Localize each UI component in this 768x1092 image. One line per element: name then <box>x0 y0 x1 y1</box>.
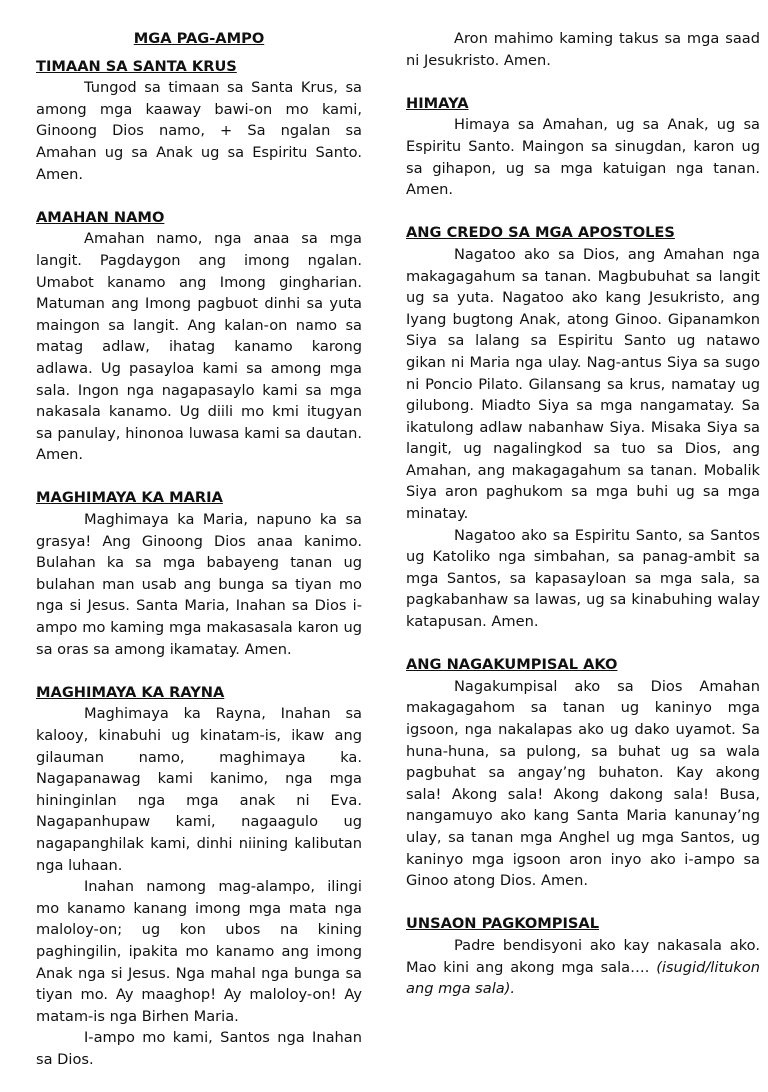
section-heading: MAGHIMAYA KA MARIA <box>36 489 223 507</box>
section-paragraph: Maghimaya ka Rayna, Inahan sa kalooy, kinabuhi ug kinatam-is, ikaw ang gilauman namo, maghimaya ka. Nagapanawag kami kanimo, nga mga hininginlan nga mga anak ni Eva. Nagapanhupaw kami, nagaagulo ug nagapanghilak kami, dinhi niining kalibutan nga luhaan. <box>36 705 362 874</box>
italic-instruction: (isugid/litukon ang mga sala). <box>406 958 760 998</box>
section-credo <box>406 222 760 632</box>
section-paragraph: Nagakumpisal ako sa Dios Amahan makagagahom sa tanan ug kaninyo mga igsoon, nga nakalapas ako ug dako uyamot. Sa huna-huna, sa pulong, sa buhat ug sa wala pagbuhat sa angay’ng buhaton. Kay akong sala! Akong sala! Akong dakong sala! Busa, nangamuyo ako kang Santa Maria kanunay’ng ulay, sa tanan mga Anghel ug mga Santos, ug kaninyo mga igsoon aron inyo ako i-ampo sa Ginoo atong Dios. Amen. <box>406 677 760 890</box>
page-title: MGA PAG-AMPO <box>133 30 265 47</box>
section-paragraph: Tungod sa timaan sa Santa Krus, sa among mga kaaway bawi-on mo kami, Ginoong Dios namo, + Sa ngalan sa Amahan ug sa Anak ug sa Espiritu Santo. Amen. <box>36 79 362 183</box>
section-amahan-namo <box>36 207 362 466</box>
section-maghimaya-ka-rayna <box>36 682 362 1071</box>
section-maghimaya-ka-maria <box>36 487 362 660</box>
left-column <box>36 28 362 1092</box>
section-heading: MAGHIMAYA KA RAYNA <box>36 683 225 701</box>
section-paragraph: I-ampo mo kami, Santos nga Inahan sa Dios. <box>36 1029 362 1068</box>
section-paragraph: Maghimaya ka Maria, napuno ka sa grasya! Ang Ginoong Dios anaa kanimo. Bulahan ka sa mga babayeng tanan ug bulahan man usab ang bunga sa tiyan mo nga si Jesus. Santa Maria, Inahan sa Dios i-ampo mo kaming mga makasasala karon ug sa oras sa among ikamatay. Amen. <box>36 511 362 658</box>
right-column <box>406 28 760 1021</box>
section-paragraph <box>406 935 760 1000</box>
section-heading: ANG CREDO SA MGA APOSTOLES <box>406 224 675 242</box>
paragraph-text: Padre bendisyoni ako kay nakasala ako. Mao kini ang akong mga sala…. <box>406 936 760 976</box>
section-timaan <box>36 56 362 186</box>
section-continuation <box>406 28 760 71</box>
section-paragraph: Amahan namo, nga anaa sa mga langit. Pagdaygon ang imong ngalan. Umabot kanamo ang Imong gingharian. Matuman ang Imong pagbuot dinhi sa yuta maingon sa langit. Ang kalan-on namo sa matag adlaw, ihatag kanamo karong adlawa. Ug pasayloa kami sa among mga sala. Ingon nga nagapasaylo kami sa mga nakasala kanamo. Ug diili mo kmi itugyan sa panulay, hinonoa luwasa kami sa dautan. Amen. <box>36 230 362 464</box>
section-paragraph: Aron mahimo kaming takus sa mga saad ni Jesukristo. Amen. <box>406 30 760 69</box>
section-nagakumpisal <box>406 654 760 892</box>
section-paragraph: Nagatoo ako sa Dios, ang Amahan nga makagagahum sa tanan. Magbubuhat sa langit ug sa yuta. Nagatoo ako kang Jesukristo, ang Iyang bugtong Anak, atong Ginoo. Gipanamkon Siya sa lalang sa Espiritu Santo ug natawo gikan ni Maria nga ulay. Nag-antus Siya sa sugo ni Poncio Pilato. Gilansang sa krus, namatay ug gilubong. Miadto Siya sa mga nangamatay. Sa ikatulong adlaw nabanhaw Siya. Misaka Siya sa langit, ug nagalingkod sa tuo sa Dios, ang Amahan, ang makagagahum sa tanan. Mobalik Siya aron paghukom sa mga buhi ug sa mga minatay. <box>406 245 760 523</box>
section-heading: AMAHAN NAMO <box>36 208 165 226</box>
section-heading: UNSAON PAGKOMPISAL <box>406 915 600 933</box>
section-heading: TIMAAN SA SANTA KRUS <box>36 57 237 75</box>
section-heading: HIMAYA <box>406 94 469 112</box>
section-himaya <box>406 93 760 201</box>
section-paragraph: Nagatoo ako sa Espiritu Santo, sa Santos ug Katoliko nga simbahan, sa panag-ambit sa mga Santos, sa kapasayloan sa mga sala, sa pagkabanhaw sa lawas, ug sa kinabuhing walay katapusan. Amen. <box>406 526 760 631</box>
section-paragraph: Himaya sa Amahan, ug sa Anak, ug sa Espiritu Santo. Maingon sa sinugdan, karon ug sa gihapon, ug sa mga katuigan nga tanan. Amen. <box>406 116 760 199</box>
section-paragraph: Inahan namong mag-alampo, ilingi mo kanamo kanang imong mga mata nga maloloy-on; ug kon ubos na kining paghingilin, ipakita mo kanamo ang imong Anak nga si Jesus. Nga mahal nga bunga sa tiyan mo. Ay maaghop! Ay maloloy-on! Ay matam-is nga Birhen Maria. <box>36 878 362 1025</box>
section-heading: ANG NAGAKUMPISAL AKO <box>406 656 618 674</box>
section-unsaon-pagkompisal <box>406 913 760 999</box>
